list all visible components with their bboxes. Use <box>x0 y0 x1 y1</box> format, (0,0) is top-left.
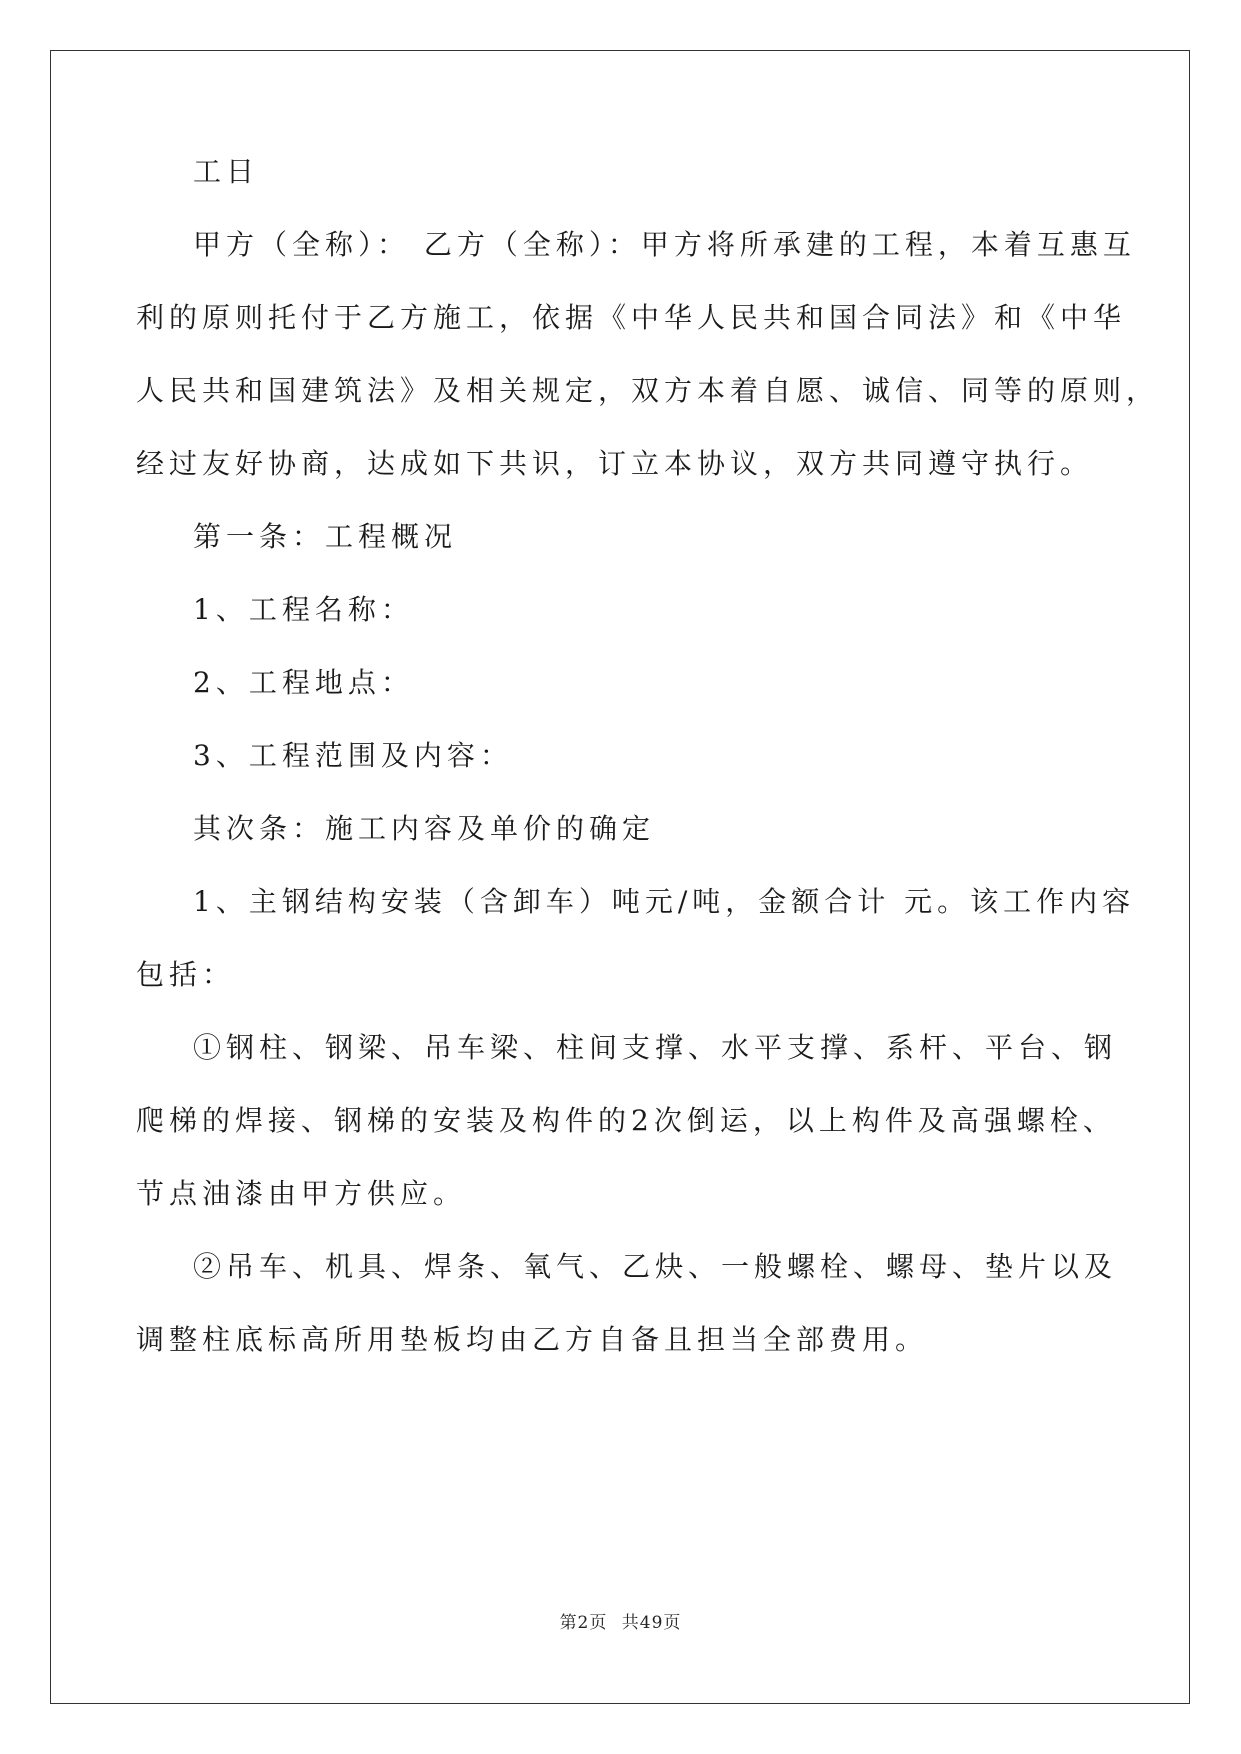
text-line-17: 调整柱底标高所用垫板均由乙方自备且担当全部费用。 <box>136 1323 929 1356</box>
text-line-11: 1、主钢结构安装（含卸车）吨元/吨，金额合计 元。该工作内容 <box>193 885 1136 918</box>
text-line-13: ①钢柱、钢梁、吊车梁、柱间支撑、水平支撑、系杆、平台、钢 <box>193 1031 1118 1064</box>
text-line-8: 2、工程地点： <box>193 666 414 699</box>
text-line-4: 人民共和国建筑法》及相关规定，双方本着自愿、诚信、同等的原则， <box>136 374 1160 407</box>
page-total: 共49页 <box>621 1613 682 1633</box>
text-line-1: 工日 <box>193 155 260 188</box>
section-heading-2: 其次条：施工内容及单价的确定 <box>193 812 656 845</box>
text-line-14: 爬梯的焊接、钢梯的安装及构件的2次倒运，以上构件及高强螺栓、 <box>136 1104 1116 1137</box>
page-number: 第2页 <box>559 1613 608 1633</box>
text-line-15: 节点油漆由甲方供应。 <box>136 1177 467 1210</box>
page-footer <box>0 1608 1241 1633</box>
text-line-7: 1、工程名称： <box>193 593 414 626</box>
text-line-5: 经过友好协商，达成如下共识，订立本协议，双方共同遵守执行。 <box>136 447 1094 480</box>
section-heading-1: 第一条：工程概况 <box>193 520 458 553</box>
text-line-9: 3、工程范围及内容： <box>193 739 513 772</box>
text-line-12: 包括： <box>136 958 236 991</box>
text-line-2: 甲方（全称）： 乙方（全称）：甲方将所承建的工程，本着互惠互 <box>193 228 1136 261</box>
text-line-16: ②吊车、机具、焊条、氧气、乙炔、一般螺栓、螺母、垫片以及 <box>193 1250 1118 1283</box>
text-line-3: 利的原则托付于乙方施工，依据《中华人民共和国合同法》和《中华 <box>136 301 1127 334</box>
